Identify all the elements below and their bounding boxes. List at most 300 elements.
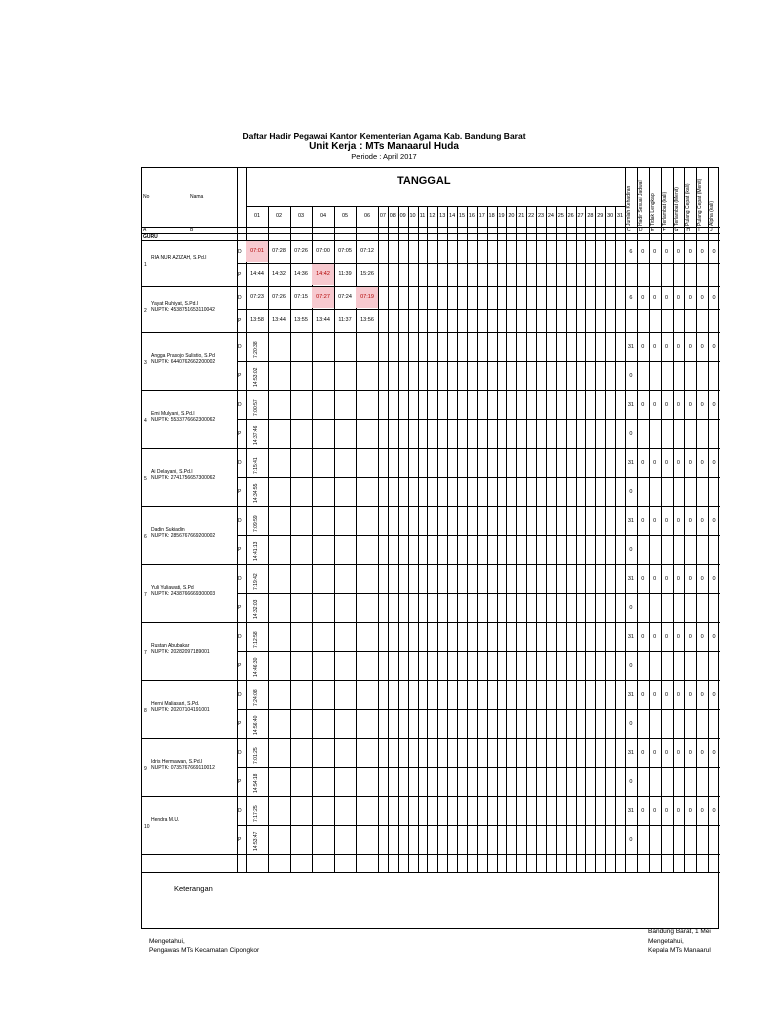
summary-value: 0 [641, 343, 645, 350]
day-header: 25 [557, 213, 564, 219]
group-label: GURU [143, 234, 158, 240]
employee-name: Yayat Ruhiyat, S.Pd.I [151, 301, 199, 307]
grid-line [142, 738, 720, 739]
grid-line [388, 206, 389, 872]
summary-value: 0 [665, 575, 669, 582]
summary-header: Terlambat (Menit) [673, 187, 680, 226]
row-d-label: D [238, 248, 242, 255]
summary-header: Pulang Cepat (Menit) [697, 178, 704, 226]
summary-value: 31 [627, 343, 634, 350]
time-out-cell: 14:36 [294, 271, 308, 277]
summary-value: 0 [688, 343, 692, 350]
time-out-cell: 14:46:30 [253, 657, 259, 677]
employee-number: 8 [144, 708, 147, 714]
time-in-cell: 07:28 [272, 248, 286, 254]
grid-line [516, 206, 517, 872]
time-in-cell: 07:05 [338, 248, 352, 254]
time-in-cell: 07:19 [356, 287, 378, 308]
employee-number: 1 [144, 262, 147, 268]
summary-value: 0 [653, 575, 657, 582]
employee-name: Ai Delayani, S.Pd.I [151, 469, 193, 475]
summary-value: 31 [627, 459, 634, 466]
summary-value: 0 [665, 343, 669, 350]
summary-value: 0 [629, 546, 633, 553]
grid-line [246, 206, 625, 207]
summary-value: 0 [653, 749, 657, 756]
employee-name: Herni Maliasari, S.Pd. [151, 701, 200, 707]
time-in-cell: 07:00 [316, 248, 330, 254]
time-out-cell: 14:42 [312, 264, 334, 285]
grid-line [142, 680, 720, 681]
day-header: 30 [607, 213, 614, 219]
day-header: 16 [468, 213, 475, 219]
day-header: 05 [341, 213, 349, 219]
row-d-label: D [238, 633, 242, 640]
summary-value: 0 [629, 430, 633, 437]
time-in-cell: 07:27 [312, 287, 334, 308]
day-header: 17 [478, 213, 485, 219]
document-title: Daftar Hadir Pegawai Kantor Kementerian Agama Kab. Bandung Barat [242, 131, 526, 141]
grid-line [142, 796, 720, 797]
summary-value: 6 [629, 294, 633, 301]
summary-value: 0 [641, 517, 645, 524]
time-in-cell: 7:09:59 [253, 515, 259, 532]
grid-line [546, 206, 547, 872]
row-p-label: P [238, 836, 242, 843]
summary-value: 0 [665, 401, 669, 408]
summary-value: 0 [665, 517, 669, 524]
summary-value: 0 [688, 248, 692, 255]
summary-header: Jumlah Kehadiran [626, 185, 632, 226]
summary-value: 0 [700, 294, 704, 301]
summary-value: 0 [665, 807, 669, 814]
summary-value: 0 [641, 749, 645, 756]
time-in-cell: 07:01 [246, 241, 268, 262]
time-in-cell: 7:17:25 [253, 805, 259, 822]
summary-value: 0 [641, 294, 645, 301]
summary-value: 0 [712, 575, 716, 582]
time-in-cell: 7:19:42 [253, 573, 259, 590]
col-no-header: No [143, 194, 150, 200]
employee-name: Rustan Abubakar [151, 643, 190, 649]
grid-line [447, 206, 448, 872]
footer-left-line2: Pengawas MTs Kecamatan Cipongkor [149, 947, 260, 954]
grid-line [477, 206, 478, 872]
grid-line [506, 206, 507, 872]
grid-line [605, 206, 606, 872]
day-header: 11 [419, 213, 426, 219]
summary-value: 0 [641, 248, 645, 255]
time-out-cell: 11:39 [338, 271, 352, 277]
summary-value: 0 [629, 372, 633, 379]
footer-right-line2: Mengetahui, [648, 938, 684, 945]
summary-value: 0 [712, 294, 716, 301]
day-header: 06 [363, 213, 371, 219]
day-header: 07 [379, 213, 386, 219]
grid-line [556, 206, 557, 872]
summary-value: 0 [665, 294, 669, 301]
summary-value: 0 [676, 807, 680, 814]
row-p-label: P [238, 430, 242, 437]
summary-value: 0 [665, 459, 669, 466]
column-letter: J [710, 227, 713, 233]
day-header: 03 [297, 213, 305, 219]
grid-line [237, 419, 720, 420]
time-out-cell: 13:58 [250, 317, 264, 323]
grid-line [142, 286, 720, 287]
time-out-cell: 15:26 [360, 271, 374, 277]
time-out-cell: 14:41:13 [253, 541, 259, 561]
row-p-label: P [238, 778, 242, 785]
summary-value: 0 [641, 807, 645, 814]
summary-value: 0 [653, 459, 657, 466]
employee-number: 3 [144, 360, 147, 366]
summary-value: 0 [676, 459, 680, 466]
grid-line [615, 206, 616, 872]
tanggal-header: TANGGAL [397, 175, 451, 187]
grid-line [437, 206, 438, 872]
summary-value: 0 [676, 517, 680, 524]
employee-nuptk: NUPTK: 2741756657300062 [151, 475, 216, 481]
row-p-label: P [238, 488, 242, 495]
summary-value: 0 [676, 633, 680, 640]
grid-line [467, 206, 468, 872]
grid-line [497, 206, 498, 872]
summary-value: 0 [712, 807, 716, 814]
day-header: 19 [498, 213, 505, 219]
time-out-cell: 13:44 [272, 317, 286, 323]
employee-number: 7 [144, 592, 147, 598]
grid-line [378, 206, 379, 872]
day-header: 15 [458, 213, 466, 219]
day-header: 24 [547, 213, 554, 219]
column-letter: D [638, 227, 643, 233]
summary-header: Hadir Sesuai Jadwal [637, 180, 644, 226]
keterangan-label: Keterangan [174, 884, 213, 893]
row-d-label: D [238, 343, 242, 350]
summary-value: 0 [641, 459, 645, 466]
row-d-label: D [238, 517, 242, 524]
time-out-cell: 14:44 [250, 271, 264, 277]
grid-line [576, 206, 577, 872]
row-p-label: P [238, 372, 242, 379]
summary-value: 0 [676, 575, 680, 582]
day-header: 28 [587, 213, 594, 219]
time-in-cell: 07:24 [338, 294, 352, 300]
summary-value: 31 [627, 691, 634, 698]
time-in-cell: 7:15:41 [253, 457, 259, 474]
time-out-cell: 14:54:18 [253, 773, 259, 793]
column-letter: H [686, 227, 690, 233]
summary-value: 0 [712, 248, 716, 255]
employee-nuptk: NUPTK: 2438766669300003 [151, 591, 216, 597]
time-in-cell: 7:20:38 [253, 341, 259, 358]
summary-value: 0 [712, 401, 716, 408]
summary-value: 0 [712, 343, 716, 350]
summary-value: 0 [641, 575, 645, 582]
summary-value: 0 [629, 604, 633, 611]
summary-value: 31 [627, 633, 634, 640]
employee-number: 9 [144, 766, 147, 772]
summary-value: 0 [688, 517, 692, 524]
column-letter: A [143, 227, 147, 233]
row-p-label: P [238, 271, 242, 278]
column-letter: I [698, 227, 700, 233]
time-out-cell: 14:34:55 [253, 483, 259, 503]
employee-number: 7 [144, 650, 147, 656]
grid-line [142, 390, 720, 391]
attendance-table [141, 167, 719, 929]
summary-value: 0 [700, 517, 704, 524]
grid-line [142, 240, 720, 241]
summary-value: 0 [712, 691, 716, 698]
employee-number: 2 [144, 308, 147, 314]
grid-line [237, 593, 720, 594]
time-out-cell: 14:56:40 [253, 715, 259, 735]
employee-name: Yuli Yuliawati, S.Pd [151, 585, 194, 591]
grid-line [487, 206, 488, 872]
employee-name: Hendra M.U. [151, 817, 180, 823]
employee-nuptk: NUPTK: 20207104191001 [151, 707, 210, 713]
employee-nuptk: NUPTK: 20282097189001 [151, 649, 210, 655]
employee-nuptk: NUPTK: 5533776662300062 [151, 417, 216, 423]
grid-line [142, 854, 720, 855]
summary-value: 31 [627, 749, 634, 756]
day-header: 02 [275, 213, 283, 219]
summary-value: 0 [641, 401, 645, 408]
summary-value: 0 [629, 488, 633, 495]
summary-value: 0 [676, 691, 680, 698]
grid-line [237, 825, 720, 826]
time-out-cell: 14:32:03 [253, 599, 259, 619]
summary-value: 31 [627, 807, 634, 814]
grid-line [408, 206, 409, 872]
day-header: 18 [488, 213, 495, 219]
summary-value: 0 [653, 691, 657, 698]
summary-value: 0 [665, 633, 669, 640]
grid-line [427, 206, 428, 872]
summary-value: 0 [700, 633, 704, 640]
summary-value: 0 [700, 343, 704, 350]
employee-name: RIA NUR AZIZAH, S.Pd.I [151, 255, 207, 261]
grid-line [237, 709, 720, 710]
day-header: 27 [577, 213, 584, 219]
summary-value: 0 [712, 749, 716, 756]
time-out-cell: 13:55 [294, 317, 308, 323]
grid-line [457, 206, 458, 872]
grid-line [142, 448, 720, 449]
time-in-cell: 7:01:25 [253, 747, 259, 764]
grid-line [142, 872, 720, 873]
summary-header: Tidak Lengkap [649, 193, 656, 226]
time-out-cell: 13:44 [316, 317, 330, 323]
day-header: 04 [319, 213, 327, 219]
day-header: 26 [567, 213, 574, 219]
employee-number: 10 [144, 824, 150, 830]
grid-line [142, 233, 720, 234]
employee-number: 6 [144, 534, 147, 540]
employee-name: Idris Hermawan, S.Pd.I [151, 759, 203, 765]
grid-line [526, 206, 527, 872]
grid-line [142, 564, 720, 565]
grid-line [237, 535, 720, 536]
summary-value: 0 [688, 807, 692, 814]
day-header: 14 [449, 213, 456, 219]
column-letter: E [650, 227, 655, 233]
summary-value: 0 [688, 633, 692, 640]
time-in-cell: 07:12 [360, 248, 374, 254]
grid-line [142, 227, 720, 228]
row-d-label: D [238, 401, 242, 408]
time-out-cell: 14:37:46 [253, 425, 259, 445]
time-out-cell: 14:53:47 [253, 831, 259, 851]
summary-value: 0 [629, 836, 633, 843]
time-in-cell: 07:26 [294, 248, 308, 254]
day-header: 01 [253, 213, 261, 219]
summary-value: 0 [700, 459, 704, 466]
summary-value: 0 [653, 248, 657, 255]
summary-value: 6 [629, 248, 633, 255]
time-out-cell: 14:32 [272, 271, 286, 277]
time-in-cell: 7:00:57 [253, 399, 259, 416]
grid-line [418, 206, 419, 872]
grid-line [237, 477, 720, 478]
row-d-label: D [238, 749, 242, 756]
employee-name: Angga Prasojo Sulistio, S.Pd [151, 353, 215, 359]
summary-value: 0 [688, 575, 692, 582]
employee-nuptk: NUPTK: 6440762662200002 [151, 359, 216, 365]
column-letter: B [190, 227, 194, 233]
day-header: 29 [597, 213, 604, 219]
summary-header: Alpha (kali) [709, 200, 716, 226]
unit-label: Unit Kerja : MTs Manaarul Huda [309, 141, 459, 152]
grid-line [237, 651, 720, 652]
summary-value: 0 [700, 807, 704, 814]
summary-value: 0 [688, 749, 692, 756]
summary-value: 0 [700, 749, 704, 756]
employee-number: 5 [144, 476, 147, 482]
day-header: 21 [518, 213, 525, 219]
summary-header: Terlambat (kali) [661, 191, 668, 226]
day-header: 31 [616, 213, 624, 219]
employee-nuptk: NUPTK: 0735767669110012 [151, 765, 215, 771]
day-header: 09 [399, 213, 406, 219]
row-d-label: D [238, 459, 242, 466]
employee-nuptk: NUPTK: 2856767669200002 [151, 533, 216, 539]
summary-value: 0 [688, 691, 692, 698]
time-out-cell: 13:56 [360, 317, 374, 323]
time-in-cell: 07:15 [294, 294, 308, 300]
summary-value: 0 [712, 633, 716, 640]
summary-value: 0 [653, 517, 657, 524]
column-letter: C [627, 227, 631, 233]
summary-value: 0 [676, 248, 680, 255]
summary-value: 0 [688, 294, 692, 301]
grid-line [585, 206, 586, 872]
column-letter: G [674, 227, 679, 233]
time-out-cell: 11:37 [338, 317, 352, 323]
day-header: 20 [508, 213, 515, 219]
grid-line [566, 206, 567, 872]
summary-value: 0 [676, 343, 680, 350]
col-name-header: Nama [190, 194, 204, 200]
summary-value: 0 [665, 749, 669, 756]
day-header: 22 [528, 213, 535, 219]
row-p-label: P [238, 546, 242, 553]
summary-value: 31 [627, 575, 634, 582]
summary-value: 0 [629, 778, 633, 785]
summary-value: 31 [627, 401, 634, 408]
employee-name: Emi Mulyani, S.Pd.I [151, 411, 195, 417]
grid-line [142, 622, 720, 623]
time-in-cell: 07:26 [272, 294, 286, 300]
grid-line [398, 206, 399, 872]
row-p-label: P [238, 662, 242, 669]
summary-value: 0 [629, 720, 633, 727]
summary-value: 0 [712, 517, 716, 524]
summary-value: 0 [700, 401, 704, 408]
summary-value: 0 [665, 691, 669, 698]
footer-right-line1: Bandung Barat, 1 Mei [648, 928, 711, 935]
summary-value: 0 [653, 343, 657, 350]
employee-number: 4 [144, 418, 147, 424]
summary-value: 0 [629, 662, 633, 669]
summary-value: 0 [700, 575, 704, 582]
summary-value: 0 [653, 401, 657, 408]
summary-value: 0 [712, 459, 716, 466]
period-label: Periode : April 2017 [351, 152, 417, 161]
footer-left-line1: Mengetahui, [149, 938, 185, 945]
row-d-label: D [238, 294, 242, 301]
summary-value: 0 [641, 633, 645, 640]
summary-value: 0 [676, 749, 680, 756]
row-d-label: D [238, 691, 242, 698]
grid-line [237, 767, 720, 768]
day-header: 13 [439, 213, 446, 219]
grid-line [595, 206, 596, 872]
summary-value: 0 [653, 294, 657, 301]
summary-value: 0 [665, 248, 669, 255]
summary-value: 31 [627, 517, 634, 524]
row-p-label: P [238, 604, 242, 611]
summary-value: 0 [688, 401, 692, 408]
employee-name: Dadin Sukiadin [151, 527, 185, 533]
employee-nuptk: NUPTK: 4538751653110042 [151, 307, 215, 313]
time-in-cell: 7:24:08 [253, 689, 259, 706]
footer-right-line3: Kepala MTs Manaarul [648, 947, 711, 954]
row-d-label: D [238, 575, 242, 582]
summary-value: 0 [653, 633, 657, 640]
grid-line [142, 332, 720, 333]
summary-value: 0 [700, 248, 704, 255]
summary-value: 0 [653, 807, 657, 814]
day-header: 10 [409, 213, 416, 219]
column-letter: F [662, 227, 666, 233]
grid-line [237, 361, 720, 362]
summary-value: 0 [676, 294, 680, 301]
row-p-label: P [238, 720, 242, 727]
row-p-label: P [238, 317, 242, 324]
day-header: 08 [389, 213, 396, 219]
summary-value: 0 [700, 691, 704, 698]
summary-header: Pulang Cepat (kali) [685, 183, 692, 226]
grid-line [536, 206, 537, 872]
time-in-cell: 07:23 [250, 294, 264, 300]
summary-value: 0 [688, 459, 692, 466]
day-header: 12 [429, 213, 436, 219]
time-out-cell: 14:53:02 [253, 367, 259, 387]
row-d-label: D [238, 807, 242, 814]
